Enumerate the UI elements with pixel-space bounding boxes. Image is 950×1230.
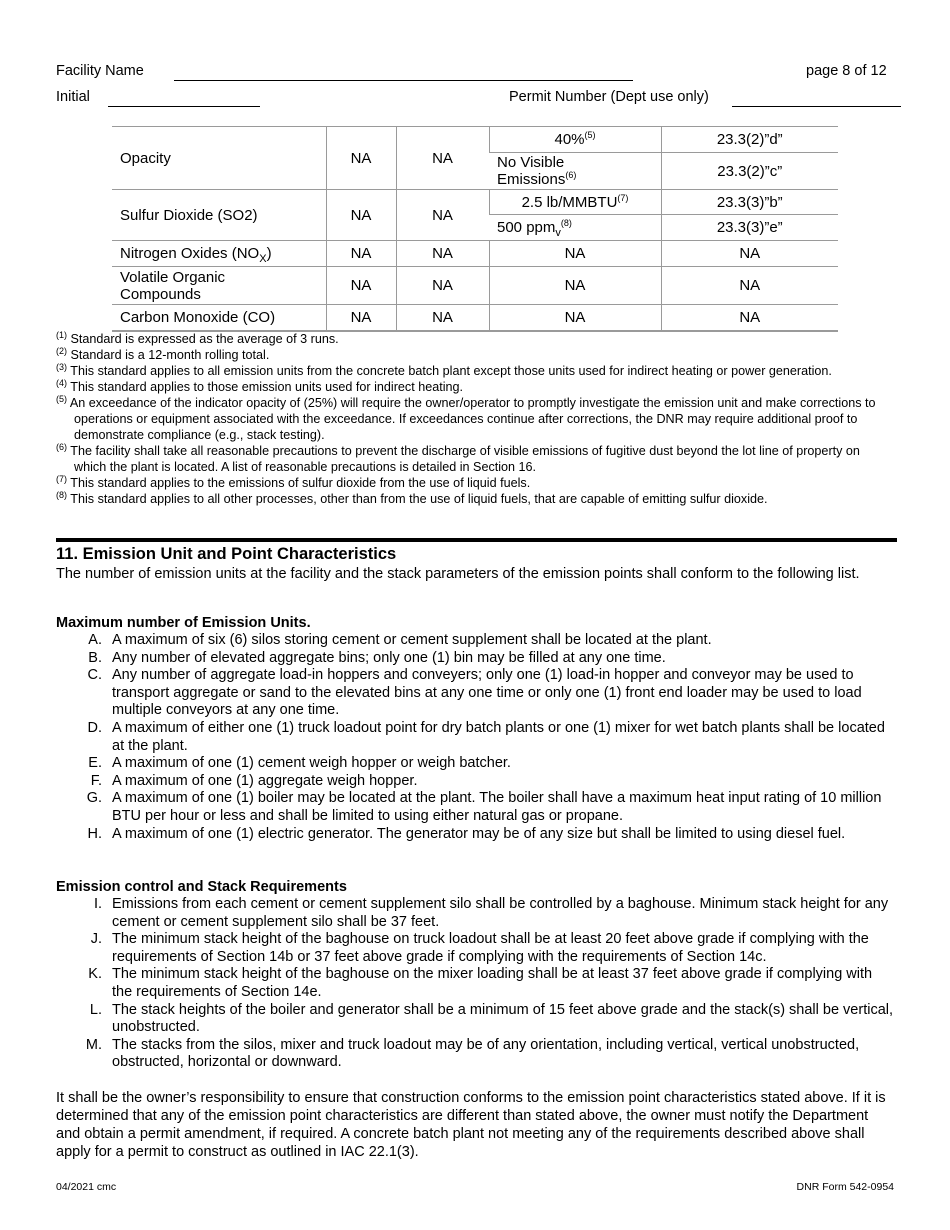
- table-row: [112, 190, 838, 215]
- footnote: [56, 379, 886, 395]
- cell-text: 2.5 lb/MMBTU: [521, 193, 618, 211]
- table-cell: NA: [489, 241, 661, 267]
- table-cell: NA: [396, 305, 489, 331]
- footnote: [56, 443, 886, 475]
- form-date: 04/2021 cmc: [56, 1181, 117, 1193]
- item-letter: B.: [88, 649, 102, 666]
- footnote-ref: (8): [560, 218, 572, 228]
- item-letter: F.: [90, 772, 102, 789]
- footnote-text: This standard applies to those emission units used for indirect heating.: [70, 380, 464, 394]
- footnote-mark: (3): [56, 361, 67, 372]
- footnote: [56, 347, 886, 363]
- table-cell: NA: [661, 305, 838, 331]
- footnote-ref: (6): [565, 170, 577, 180]
- facility-name-label: Facility Name: [56, 63, 144, 79]
- table-cell: NA: [661, 267, 838, 305]
- footnote: [56, 475, 886, 491]
- table-row: [112, 267, 838, 305]
- initial-field[interactable]: [108, 106, 260, 107]
- emission-limits-table: [112, 126, 838, 332]
- cell-text: No Visible: [497, 154, 565, 171]
- footnote-ref: (5): [584, 130, 596, 140]
- footnote-mark: (1): [56, 329, 67, 340]
- max-units-list: [56, 632, 896, 843]
- item-text: The minimum stack height of the baghouse on truck loadout shall be at least 20 feet above grade if complying with the requirements of Section 14b or 37 feet above grade if complying with the requirements of Section 14c.: [112, 931, 869, 965]
- pollutant-nox: [112, 241, 326, 267]
- list-item: [56, 790, 896, 825]
- item-letter: D.: [87, 719, 102, 736]
- item-text: Emissions from each cement or cement supplement silo shall be controlled by a baghouse. Minimum stack height for any cement or cement supplement silo shall be 37 feet.: [112, 896, 889, 930]
- initial-label: Initial: [56, 89, 90, 105]
- footnote: [56, 331, 886, 347]
- item-letter: K.: [88, 966, 102, 983]
- cell-text: Volatile Organic: [120, 268, 226, 286]
- item-text: Any number of elevated aggregate bins; only one (1) bin may be filled at any one time.: [112, 649, 666, 666]
- pollutant-opacity: Opacity: [112, 127, 326, 190]
- table-cell: 23.3(2)”c”: [661, 153, 838, 190]
- table-cell: NA: [661, 241, 838, 267]
- table-cell: NA: [326, 305, 396, 331]
- table-cell: [489, 190, 661, 215]
- table-cell: NA: [326, 127, 396, 190]
- list-item: [56, 773, 896, 791]
- table-cell: [489, 153, 661, 190]
- section-title: 11. Emission Unit and Point Characteristics: [56, 545, 397, 563]
- item-letter: E.: [88, 755, 102, 772]
- list-item: [56, 650, 896, 668]
- footnote-text: This standard applies to all emission units from the concrete batch plant except those units used for indirect heating or power generation.: [70, 364, 832, 378]
- list-item: [56, 720, 896, 755]
- table-cell: NA: [326, 267, 396, 305]
- cell-text: 40%: [554, 131, 585, 148]
- table-row: [112, 305, 838, 331]
- stack-requirements-heading: Emission control and Stack Requirements: [56, 879, 347, 895]
- list-item: [56, 755, 896, 773]
- table-cell: 23.3(3)”b”: [661, 190, 838, 215]
- list-item: [56, 931, 896, 966]
- item-letter: C.: [87, 667, 102, 684]
- footnote-mark: (7): [56, 473, 67, 484]
- table-cell: NA: [396, 267, 489, 305]
- table-cell: NA: [489, 267, 661, 305]
- item-text: A maximum of one (1) electric generator. The generator may be of any size but shall be limited to using diesel fuel.: [112, 825, 846, 842]
- table-cell: NA: [326, 241, 396, 267]
- max-units-heading: Maximum number of Emission Units.: [56, 615, 311, 631]
- table-cell: [489, 127, 661, 153]
- item-letter: A.: [88, 632, 102, 648]
- footnote-mark: (5): [56, 393, 67, 404]
- form-number: DNR Form 542-0954: [796, 1181, 894, 1193]
- footnote-text: The facility shall take all reasonable precautions to prevent the discharge of visible emissions of fugitive dust beyond the lot line of property on which the plant is located. A list of reasonable precautions is detailed in Section 16.: [70, 444, 860, 474]
- item-letter: L.: [89, 1001, 102, 1018]
- list-item: [56, 966, 896, 1001]
- list-item: [56, 632, 896, 650]
- item-text: A maximum of six (6) silos storing cement or cement supplement shall be located at the plant.: [112, 632, 712, 648]
- table-row: [112, 127, 838, 153]
- item-letter: H.: [87, 825, 102, 842]
- item-text: The minimum stack height of the baghouse on the mixer loading shall be at least 37 feet above grade if complying with the requirements of Section 14e.: [112, 966, 873, 1000]
- item-text: A maximum of one (1) boiler may be located at the plant. The boiler shall have a maximum heat input rating of 10 million BTU per hour or less and shall be limited to using either natural gas or propane.: [112, 790, 882, 824]
- unit-subscript: v: [555, 227, 561, 239]
- footnotes: [56, 331, 886, 507]
- table-cell: 23.3(2)”d”: [661, 127, 838, 153]
- item-letter: I.: [93, 896, 102, 912]
- item-text: A maximum of one (1) cement weigh hopper or weigh batcher.: [112, 755, 511, 772]
- item-letter: G.: [86, 790, 102, 807]
- list-item: [56, 826, 896, 844]
- footnote-ref: (7): [617, 192, 629, 203]
- footnote-text: Standard is a 12-month rolling total.: [70, 348, 270, 362]
- footnote: [56, 395, 886, 443]
- facility-name-field[interactable]: [174, 80, 633, 81]
- item-text: The stack heights of the boiler and generator shall be a minimum of 15 feet above grade and the stack(s) shall be vertical, unobstructed.: [112, 1001, 894, 1036]
- table-cell: NA: [326, 190, 396, 241]
- item-text: A maximum of either one (1) truck loadout point for dry batch plants or one (1) mixer for wet batch plants shall be located at the plant.: [112, 719, 885, 754]
- cell-text: ): [266, 245, 272, 262]
- permit-number-field[interactable]: [732, 106, 901, 107]
- footnote-text: Standard is expressed as the average of 3 runs.: [70, 332, 339, 346]
- page-number: page 8 of 12: [806, 63, 887, 79]
- cell-text: Compounds: [120, 285, 201, 303]
- cell-text: 500 ppm: [497, 219, 556, 236]
- section-intro: The number of emission units at the facility and the stack parameters of the emission points shall conform to the following list.: [56, 566, 860, 582]
- item-letter: J.: [90, 931, 102, 948]
- item-text: A maximum of one (1) aggregate weigh hopper.: [112, 772, 418, 789]
- list-item: [56, 667, 896, 720]
- table-cell: 23.3(3)”e”: [661, 215, 838, 241]
- pollutant-voc: [112, 267, 326, 305]
- list-item: [56, 1037, 896, 1072]
- item-text: The stacks from the silos, mixer and truck loadout may be of any orientation, including vertical, vertical unobstructed, obstructed, horizontal or downward.: [112, 1036, 860, 1071]
- table-cell: NA: [396, 241, 489, 267]
- footnote: [56, 491, 886, 507]
- section-divider: [56, 538, 897, 542]
- footnote: [56, 363, 886, 379]
- table-row: [112, 241, 838, 267]
- table-cell: [489, 215, 661, 241]
- list-item: [56, 896, 896, 931]
- pollutant-co: Carbon Monoxide (CO): [112, 305, 326, 331]
- table-cell: NA: [396, 190, 489, 241]
- table-cell: NA: [396, 127, 489, 190]
- footnote-mark: (8): [56, 489, 67, 500]
- footnote-mark: (4): [56, 377, 67, 388]
- footnote-mark: (6): [56, 441, 67, 452]
- list-item: [56, 1002, 896, 1037]
- pollutant-so2: Sulfur Dioxide (SO2): [112, 190, 326, 241]
- table-cell: NA: [489, 305, 661, 331]
- footnote-text: This standard applies to all other processes, other than from the use of liquid fuels, that are capable of emitting sulfur dioxide.: [70, 492, 768, 506]
- subscript: X: [259, 253, 267, 265]
- stack-requirements-list: [56, 896, 896, 1072]
- footnote-text: An exceedance of the indicator opacity of (25%) will require the owner/operator to promptly investigate the emission unit and make corrections to operations or equipment associated with the exceedance. If exceedances continue after corrections, the DNR may require additional proof to demonstrate compliance (e.g., stack testing).: [69, 396, 876, 442]
- item-letter: M.: [85, 1036, 102, 1053]
- closing-paragraph: It shall be the owner’s responsibility to ensure that construction conforms to the emission point characteristics stated above. If it is determined that any of the emission point characteristics are different than stated above, the owner must notify the Department and obtain a permit amendment, if required. A concrete batch plant not meeting any of the requirements described above shall apply for a permit to construct as outlined in IAC 22.1(3).: [56, 1090, 886, 1160]
- cell-text: Emissions: [497, 171, 566, 188]
- permit-number-label: Permit Number (Dept use only): [509, 89, 709, 105]
- item-text: Any number of aggregate load-in hoppers and conveyers; only one (1) load-in hopper and conveyor may be used to transport aggregate or sand to the elevated bins at any one time or only one (1) front end loader may be used to load multiple conveyors at any one time.: [112, 667, 862, 719]
- cell-text: Nitrogen Oxides (NO: [120, 245, 260, 262]
- footnote-text: This standard applies to the emissions of sulfur dioxide from the use of liquid fuels.: [70, 476, 531, 490]
- footnote-mark: (2): [56, 345, 67, 356]
